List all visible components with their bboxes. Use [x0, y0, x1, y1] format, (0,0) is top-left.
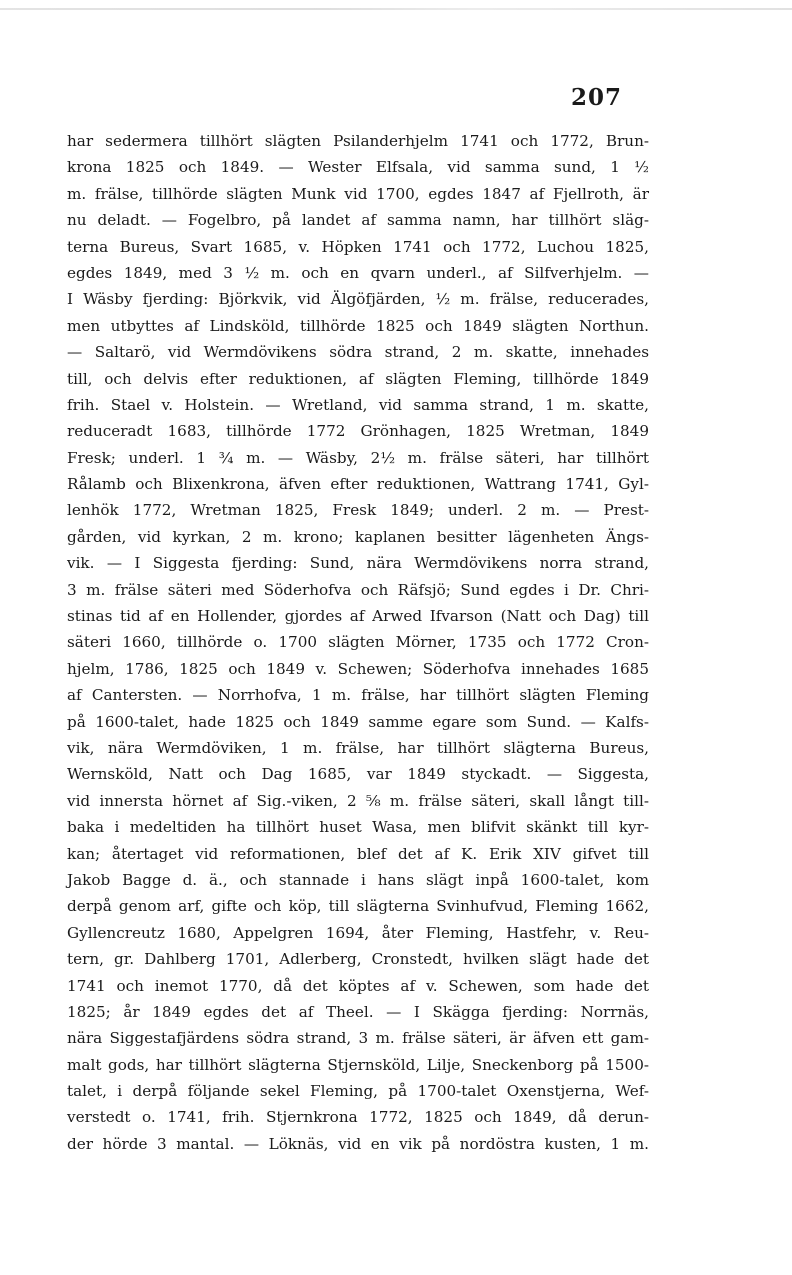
text-line: egdes 1849, med 3 ½ m. och en qvarn underl., af Silfverhjelm. —	[67, 263, 649, 282]
text-line: verstedt o. 1741, frih. Stjernkrona 1772, 1825 och 1849, då derun-	[67, 1108, 649, 1127]
text-line: Jakob Bagge d. ä., och stannade i hans slägt inpå 1600-talet, kom	[67, 870, 649, 889]
text-line: lenhök 1772, Wretman 1825, Fresk 1849; underl. 2 m. — Prest-	[67, 501, 649, 520]
text-line: säteri 1660, tillhörde o. 1700 slägten Mörner, 1735 och 1772 Cron-	[67, 633, 649, 652]
text-line: vik, nära Wermdöviken, 1 m. frälse, har tillhört slägterna Bureus,	[67, 738, 649, 757]
text-line: nu deladt. — Fogelbro, på landet af samma namn, har tillhört släg-	[67, 211, 649, 230]
text-line: vik. — I Siggesta fjerding: Sund, nära Wermdövikens norra strand,	[67, 554, 649, 573]
text-line: 3 m. frälse säteri med Söderhofva och Räfsjö; Sund egdes i Dr. Chri-	[67, 580, 649, 599]
text-line: derpå genom arf, gifte och köp, till slägterna Svinhufvud, Fleming 1662,	[67, 897, 649, 916]
text-line: reduceradt 1683, tillhörde 1772 Grönhagen, 1825 Wretman, 1849	[67, 422, 649, 441]
text-line: talet, i derpå följande sekel Fleming, på 1700-talet Oxenstjerna, Wef-	[67, 1082, 649, 1101]
scan-top-edge	[0, 8, 792, 10]
body-text	[67, 128, 649, 1157]
text-line: till, och delvis efter reduktionen, af slägten Fleming, tillhörde 1849	[67, 369, 649, 388]
text-line: af Cantersten. — Norrhofva, 1 m. frälse, har tillhört slägten Fleming	[67, 686, 649, 705]
text-line: på 1600-talet, hade 1825 och 1849 samme egare som Sund. — Kalfs-	[67, 712, 649, 731]
text-line: krona 1825 och 1849. — Wester Elfsala, vid samma sund, 1 ½	[67, 158, 649, 177]
text-line: gården, vid kyrkan, 2 m. krono; kaplanen besitter lägenheten Ängs-	[67, 527, 649, 546]
text-line: tern, gr. Dahlberg 1701, Adlerberg, Cronstedt, hvilken slägt hade det	[67, 950, 649, 969]
text-line: I Wäsby fjerding: Björkvik, vid Älgöfjärden, ½ m. frälse, reducerades,	[67, 290, 649, 309]
text-line: har sedermera tillhört slägten Psilanderhjelm 1741 och 1772, Brun-	[67, 132, 649, 150]
text-line: hjelm, 1786, 1825 och 1849 v. Schewen; Söderhofva innehades 1685	[67, 659, 649, 678]
text-line: 1741 och inemot 1770, då det köptes af v. Schewen, som hade det	[67, 976, 649, 995]
text-line: m. frälse, tillhörde slägten Munk vid 1700, egdes 1847 af Fjellroth, är	[67, 184, 649, 203]
page-number: 207	[570, 84, 622, 111]
text-line: malt gods, har tillhört slägterna Stjernsköld, Lilje, Sneckenborg på 1500-	[67, 1055, 649, 1074]
text-line: nära Siggestafjärdens södra strand, 3 m. frälse säteri, är äfven ett gam-	[67, 1029, 649, 1048]
text-line: Rålamb och Blixenkrona, äfven efter reduktionen, Wattrang 1741, Gyl-	[67, 475, 649, 494]
text-line: kan; återtaget vid reformationen, blef det af K. Erik XIV gifvet till	[67, 844, 649, 863]
text-line: frih. Stael v. Holstein. — Wretland, vid samma strand, 1 m. skatte,	[67, 395, 649, 414]
text-line: — Saltarö, vid Wermdövikens södra strand, 2 m. skatte, innehades	[67, 343, 649, 362]
text-line: 1825; år 1849 egdes det af Theel. — I Skägga fjerding: Norrnäs,	[67, 1002, 649, 1021]
text-line: der hörde 3 mantal. — Löknäs, vid en vik på nordöstra kusten, 1 m.	[67, 1134, 649, 1153]
text-line: baka i medeltiden ha tillhört huset Wasa, men blifvit skänkt till kyr-	[67, 818, 649, 837]
text-line: Gyllencreutz 1680, Appelgren 1694, åter Fleming, Hastfehr, v. Reu-	[67, 923, 649, 942]
text-line: terna Bureus, Svart 1685, v. Höpken 1741 och 1772, Luchou 1825,	[67, 237, 649, 256]
text-line: vid innersta hörnet af Sig.-viken, 2 ⅝ m. frälse säteri, skall långt till-	[67, 791, 649, 810]
text-line: men utbyttes af Lindsköld, tillhörde 1825 och 1849 slägten Northun.	[67, 316, 649, 335]
text-line: stinas tid af en Hollender, gjordes af Arwed Ifvarson (Natt och Dag) till	[67, 607, 649, 626]
text-line: Fresk; underl. 1 ¾ m. — Wäsby, 2½ m. frälse säteri, har tillhört	[67, 448, 649, 467]
text-line: Wernsköld, Natt och Dag 1685, var 1849 styckadt. — Siggesta,	[67, 765, 649, 784]
